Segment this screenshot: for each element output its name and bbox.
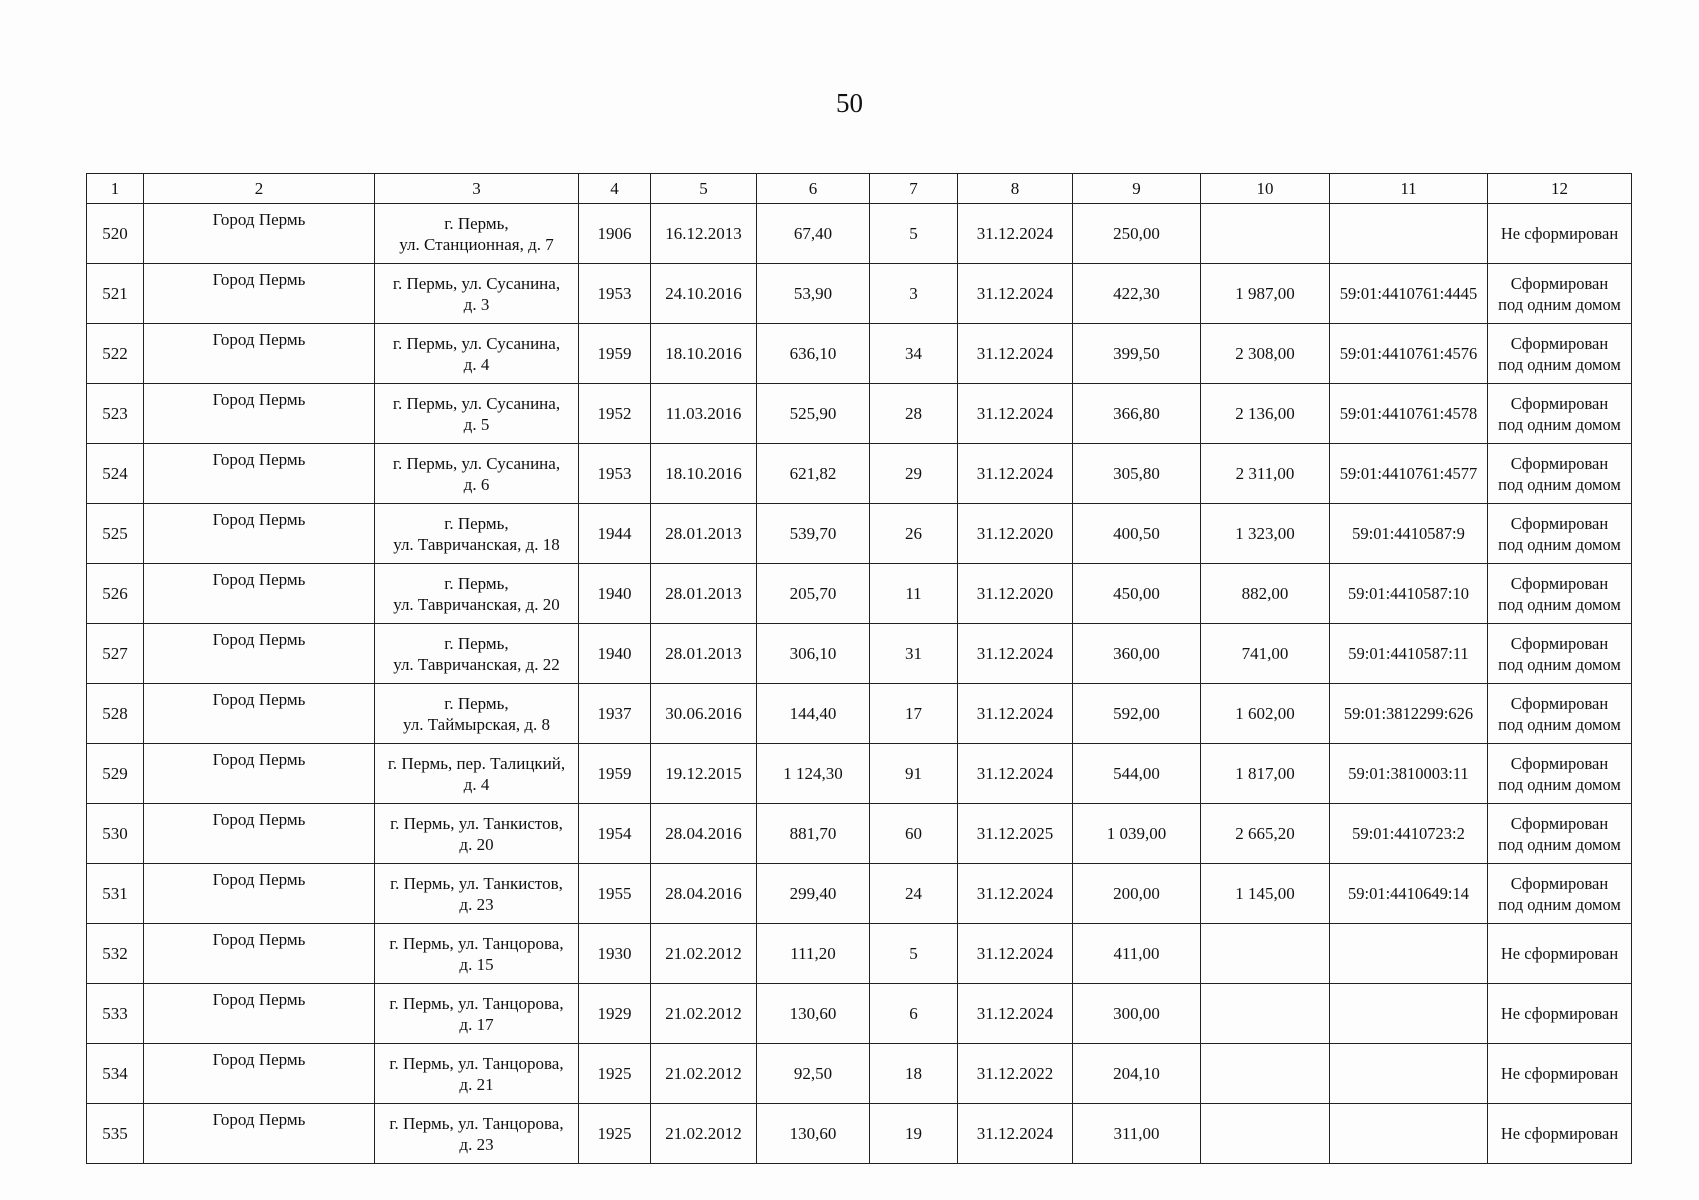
date-cell: 28.04.2016 <box>651 804 757 864</box>
residents-cell: 5 <box>870 204 958 264</box>
cadastral-number-cell: 59:01:4410761:4576 <box>1330 324 1488 384</box>
address-cell <box>375 1104 579 1164</box>
deadline-cell: 31.12.2024 <box>958 684 1073 744</box>
land-area-cell: 1 987,00 <box>1201 264 1330 324</box>
row-number-cell: 520 <box>87 204 144 264</box>
area-cell: 636,10 <box>757 324 870 384</box>
deadline-cell: 31.12.2024 <box>958 384 1073 444</box>
address-line: г. Пермь, пер. Талицкий, <box>387 753 566 773</box>
residents-cell: 19 <box>870 1104 958 1164</box>
row-number-cell: 528 <box>87 684 144 744</box>
area-cell: 299,40 <box>757 864 870 924</box>
cadastral-number-cell <box>1330 1044 1488 1104</box>
address-cell <box>375 564 579 624</box>
area-cell: 621,82 <box>757 444 870 504</box>
area-9-cell: 1 039,00 <box>1073 804 1201 864</box>
residents-cell: 26 <box>870 504 958 564</box>
land-status-cell <box>1488 564 1632 624</box>
land-status-line: Не сформирован <box>1500 1004 1619 1023</box>
land-status-line: Сформирован <box>1510 693 1609 713</box>
deadline-cell: 31.12.2024 <box>958 264 1073 324</box>
table-row <box>87 804 1632 864</box>
area-9-cell: 305,80 <box>1073 444 1201 504</box>
table-row <box>87 1044 1632 1104</box>
table-row <box>87 684 1632 744</box>
year-built-cell: 1959 <box>579 744 651 804</box>
cadastral-number-cell <box>1330 924 1488 984</box>
area-9-cell: 422,30 <box>1073 264 1201 324</box>
address-line: д. 21 <box>459 1074 494 1094</box>
residents-cell: 34 <box>870 324 958 384</box>
residents-cell: 29 <box>870 444 958 504</box>
land-area-cell: 1 145,00 <box>1201 864 1330 924</box>
land-area-cell: 2 665,20 <box>1201 804 1330 864</box>
land-status-line: под одним домом <box>1498 474 1621 494</box>
land-area-cell: 2 308,00 <box>1201 324 1330 384</box>
cadastral-number-cell: 59:01:4410649:14 <box>1330 864 1488 924</box>
date-cell: 16.12.2013 <box>651 204 757 264</box>
land-status-line: под одним домом <box>1498 834 1621 854</box>
year-built-cell: 1925 <box>579 1104 651 1164</box>
area-cell: 1 124,30 <box>757 744 870 804</box>
municipality-cell: Город Пермь <box>144 864 375 924</box>
address-line: г. Пермь, ул. Танцорова, <box>389 1053 564 1073</box>
area-cell: 539,70 <box>757 504 870 564</box>
row-number-cell: 526 <box>87 564 144 624</box>
land-status-line: Сформирован <box>1510 873 1609 893</box>
row-number-cell: 523 <box>87 384 144 444</box>
area-cell: 130,60 <box>757 984 870 1044</box>
land-status-line: Сформирован <box>1510 573 1609 593</box>
land-status-line: Сформирован <box>1510 333 1609 353</box>
residents-cell: 18 <box>870 1044 958 1104</box>
row-number-cell: 534 <box>87 1044 144 1104</box>
address-line: г. Пермь, ул. Сусанина, <box>392 333 561 353</box>
area-9-cell: 366,80 <box>1073 384 1201 444</box>
land-area-cell <box>1201 1104 1330 1164</box>
land-status-line: под одним домом <box>1498 594 1621 614</box>
date-cell: 28.01.2013 <box>651 504 757 564</box>
date-cell: 18.10.2016 <box>651 444 757 504</box>
land-status-cell <box>1488 864 1632 924</box>
address-line: д. 23 <box>459 1134 494 1154</box>
date-cell: 28.04.2016 <box>651 864 757 924</box>
land-area-cell <box>1201 204 1330 264</box>
land-status-line: Сформирован <box>1510 513 1609 533</box>
row-number-cell: 522 <box>87 324 144 384</box>
area-9-cell: 450,00 <box>1073 564 1201 624</box>
area-cell: 525,90 <box>757 384 870 444</box>
header-row <box>87 174 1632 204</box>
cadastral-number-cell: 59:01:4410761:4578 <box>1330 384 1488 444</box>
address-line: д. 20 <box>459 834 494 854</box>
land-area-cell <box>1201 984 1330 1044</box>
land-area-cell: 1 602,00 <box>1201 684 1330 744</box>
area-9-cell: 300,00 <box>1073 984 1201 1044</box>
residents-cell: 5 <box>870 924 958 984</box>
area-9-cell: 311,00 <box>1073 1104 1201 1164</box>
area-cell: 881,70 <box>757 804 870 864</box>
area-cell: 130,60 <box>757 1104 870 1164</box>
area-9-cell: 592,00 <box>1073 684 1201 744</box>
year-built-cell: 1929 <box>579 984 651 1044</box>
deadline-cell: 31.12.2024 <box>958 984 1073 1044</box>
address-line: ул. Тавричанская, д. 20 <box>393 594 560 614</box>
column-header-7: 7 <box>870 174 958 204</box>
year-built-cell: 1930 <box>579 924 651 984</box>
deadline-cell: 31.12.2024 <box>958 624 1073 684</box>
table-row <box>87 264 1632 324</box>
address-cell <box>375 504 579 564</box>
address-line: ул. Тавричанская, д. 22 <box>393 654 560 674</box>
address-line: г. Пермь, <box>444 573 509 593</box>
address-line: д. 23 <box>459 894 494 914</box>
row-number-cell: 533 <box>87 984 144 1044</box>
deadline-cell: 31.12.2024 <box>958 444 1073 504</box>
municipality-cell: Город Пермь <box>144 444 375 504</box>
deadline-cell: 31.12.2024 <box>958 744 1073 804</box>
address-line: ул. Тавричанская, д. 18 <box>393 534 560 554</box>
table-row <box>87 624 1632 684</box>
address-cell <box>375 924 579 984</box>
area-9-cell: 200,00 <box>1073 864 1201 924</box>
land-status-cell <box>1488 504 1632 564</box>
table-row <box>87 384 1632 444</box>
table-row <box>87 924 1632 984</box>
year-built-cell: 1906 <box>579 204 651 264</box>
address-cell <box>375 864 579 924</box>
cadastral-number-cell: 59:01:4410723:2 <box>1330 804 1488 864</box>
year-built-cell: 1953 <box>579 444 651 504</box>
year-built-cell: 1952 <box>579 384 651 444</box>
land-status-line: под одним домом <box>1498 354 1621 374</box>
row-number-cell: 530 <box>87 804 144 864</box>
row-number-cell: 529 <box>87 744 144 804</box>
residents-cell: 60 <box>870 804 958 864</box>
land-area-cell <box>1201 1044 1330 1104</box>
cadastral-number-cell <box>1330 204 1488 264</box>
address-line: г. Пермь, ул. Танцорова, <box>389 993 564 1013</box>
date-cell: 28.01.2013 <box>651 564 757 624</box>
land-status-line: Сформирован <box>1510 393 1609 413</box>
land-status-cell <box>1488 324 1632 384</box>
land-status-line: под одним домом <box>1498 774 1621 794</box>
land-status-line: Сформирован <box>1510 633 1609 653</box>
date-cell: 11.03.2016 <box>651 384 757 444</box>
land-status-cell <box>1488 744 1632 804</box>
land-status-cell <box>1488 804 1632 864</box>
land-status-cell <box>1488 1104 1632 1164</box>
cadastral-number-cell: 59:01:4410761:4577 <box>1330 444 1488 504</box>
row-number-cell: 532 <box>87 924 144 984</box>
page-number: 50 <box>836 88 863 118</box>
land-area-cell: 1 817,00 <box>1201 744 1330 804</box>
address-cell <box>375 384 579 444</box>
land-status-line: под одним домом <box>1498 534 1621 554</box>
municipality-cell: Город Пермь <box>144 384 375 444</box>
land-status-cell <box>1488 264 1632 324</box>
address-line: д. 17 <box>459 1014 494 1034</box>
address-cell <box>375 324 579 384</box>
area-9-cell: 250,00 <box>1073 204 1201 264</box>
municipality-cell: Город Пермь <box>144 924 375 984</box>
municipality-cell: Город Пермь <box>144 624 375 684</box>
year-built-cell: 1959 <box>579 324 651 384</box>
residents-cell: 3 <box>870 264 958 324</box>
row-number-cell: 521 <box>87 264 144 324</box>
column-header-2: 2 <box>144 174 375 204</box>
land-status-line: Сформирован <box>1510 273 1609 293</box>
area-9-cell: 360,00 <box>1073 624 1201 684</box>
address-line: г. Пермь, <box>444 213 509 233</box>
municipality-cell: Город Пермь <box>144 204 375 264</box>
column-header-8: 8 <box>958 174 1073 204</box>
column-header-6: 6 <box>757 174 870 204</box>
address-line: ул. Станционная, д. 7 <box>399 234 554 254</box>
land-status-cell <box>1488 924 1632 984</box>
address-line: д. 15 <box>459 954 494 974</box>
table-row <box>87 984 1632 1044</box>
column-header-4: 4 <box>579 174 651 204</box>
land-status-line: Не сформирован <box>1500 1124 1619 1143</box>
address-line: г. Пермь, <box>444 513 509 533</box>
year-built-cell: 1937 <box>579 684 651 744</box>
area-9-cell: 544,00 <box>1073 744 1201 804</box>
municipality-cell: Город Пермь <box>144 684 375 744</box>
land-status-line: под одним домом <box>1498 714 1621 734</box>
land-status-cell <box>1488 684 1632 744</box>
date-cell: 30.06.2016 <box>651 684 757 744</box>
land-status-cell <box>1488 1044 1632 1104</box>
land-area-cell: 882,00 <box>1201 564 1330 624</box>
municipality-cell: Город Пермь <box>144 804 375 864</box>
land-status-cell <box>1488 444 1632 504</box>
land-area-cell: 2 311,00 <box>1201 444 1330 504</box>
address-line: ул. Таймырская, д. 8 <box>402 714 551 734</box>
date-cell: 21.02.2012 <box>651 924 757 984</box>
area-9-cell: 411,00 <box>1073 924 1201 984</box>
area-cell: 205,70 <box>757 564 870 624</box>
address-line: г. Пермь, ул. Танцорова, <box>389 1113 564 1133</box>
residents-cell: 11 <box>870 564 958 624</box>
column-header-11: 11 <box>1330 174 1488 204</box>
deadline-cell: 31.12.2020 <box>958 564 1073 624</box>
address-line: г. Пермь, <box>444 633 509 653</box>
area-cell: 53,90 <box>757 264 870 324</box>
residents-cell: 31 <box>870 624 958 684</box>
address-line: г. Пермь, ул. Сусанина, <box>392 453 561 473</box>
address-cell <box>375 744 579 804</box>
land-status-cell <box>1488 204 1632 264</box>
address-cell <box>375 624 579 684</box>
municipality-cell: Город Пермь <box>144 504 375 564</box>
land-area-cell: 2 136,00 <box>1201 384 1330 444</box>
address-cell <box>375 204 579 264</box>
date-cell: 21.02.2012 <box>651 1044 757 1104</box>
year-built-cell: 1955 <box>579 864 651 924</box>
land-status-line: Сформирован <box>1510 753 1609 773</box>
cadastral-number-cell: 59:01:4410587:9 <box>1330 504 1488 564</box>
address-line: д. 4 <box>463 354 490 374</box>
address-line: д. 6 <box>463 474 490 494</box>
municipality-cell: Город Пермь <box>144 264 375 324</box>
address-cell <box>375 444 579 504</box>
land-status-line: Не сформирован <box>1500 1064 1619 1083</box>
year-built-cell: 1925 <box>579 1044 651 1104</box>
column-header-9: 9 <box>1073 174 1201 204</box>
row-number-cell: 535 <box>87 1104 144 1164</box>
cadastral-number-cell: 59:01:4410587:10 <box>1330 564 1488 624</box>
land-status-cell <box>1488 624 1632 684</box>
land-status-line: Сформирован <box>1510 813 1609 833</box>
deadline-cell: 31.12.2020 <box>958 504 1073 564</box>
table-row <box>87 1104 1632 1164</box>
land-area-cell: 741,00 <box>1201 624 1330 684</box>
municipality-cell: Город Пермь <box>144 744 375 804</box>
table-body <box>87 174 1632 1164</box>
area-cell: 92,50 <box>757 1044 870 1104</box>
residents-cell: 91 <box>870 744 958 804</box>
land-status-line: Не сформирован <box>1500 224 1619 243</box>
land-status-line: под одним домом <box>1498 294 1621 314</box>
column-header-1: 1 <box>87 174 144 204</box>
land-status-line: под одним домом <box>1498 894 1621 914</box>
deadline-cell: 31.12.2024 <box>958 924 1073 984</box>
area-9-cell: 399,50 <box>1073 324 1201 384</box>
deadline-cell: 31.12.2024 <box>958 1104 1073 1164</box>
address-cell <box>375 984 579 1044</box>
address-cell <box>375 804 579 864</box>
column-header-10: 10 <box>1201 174 1330 204</box>
column-header-3: 3 <box>375 174 579 204</box>
residents-cell: 28 <box>870 384 958 444</box>
land-area-cell <box>1201 924 1330 984</box>
address-line: г. Пермь, ул. Танкистов, <box>390 873 563 893</box>
land-status-line: под одним домом <box>1498 654 1621 674</box>
year-built-cell: 1940 <box>579 624 651 684</box>
address-cell <box>375 264 579 324</box>
date-cell: 18.10.2016 <box>651 324 757 384</box>
land-status-line: под одним домом <box>1498 414 1621 434</box>
area-cell: 306,10 <box>757 624 870 684</box>
row-number-cell: 527 <box>87 624 144 684</box>
row-number-cell: 531 <box>87 864 144 924</box>
table-row <box>87 504 1632 564</box>
row-number-cell: 524 <box>87 444 144 504</box>
address-line: г. Пермь, <box>444 693 509 713</box>
housing-registry-table <box>86 173 1632 1164</box>
cadastral-number-cell <box>1330 1104 1488 1164</box>
deadline-cell: 31.12.2025 <box>958 804 1073 864</box>
cadastral-number-cell: 59:01:4410587:11 <box>1330 624 1488 684</box>
address-line: д. 4 <box>463 774 490 794</box>
column-header-5: 5 <box>651 174 757 204</box>
date-cell: 21.02.2012 <box>651 984 757 1044</box>
municipality-cell: Город Пермь <box>144 324 375 384</box>
area-9-cell: 204,10 <box>1073 1044 1201 1104</box>
area-cell: 144,40 <box>757 684 870 744</box>
address-line: д. 3 <box>463 294 490 314</box>
deadline-cell: 31.12.2024 <box>958 864 1073 924</box>
address-line: г. Пермь, ул. Танцорова, <box>389 933 564 953</box>
land-status-line: Сформирован <box>1510 453 1609 473</box>
municipality-cell: Город Пермь <box>144 564 375 624</box>
address-line: г. Пермь, ул. Сусанина, <box>392 393 561 413</box>
municipality-cell: Город Пермь <box>144 984 375 1044</box>
year-built-cell: 1944 <box>579 504 651 564</box>
municipality-cell: Город Пермь <box>144 1104 375 1164</box>
column-header-12: 12 <box>1488 174 1632 204</box>
area-cell: 67,40 <box>757 204 870 264</box>
address-line: д. 5 <box>463 414 490 434</box>
year-built-cell: 1954 <box>579 804 651 864</box>
year-built-cell: 1940 <box>579 564 651 624</box>
row-number-cell: 525 <box>87 504 144 564</box>
deadline-cell: 31.12.2022 <box>958 1044 1073 1104</box>
municipality-cell: Город Пермь <box>144 1044 375 1104</box>
table-row <box>87 564 1632 624</box>
address-line: г. Пермь, ул. Танкистов, <box>390 813 563 833</box>
land-status-line: Не сформирован <box>1500 944 1619 963</box>
date-cell: 28.01.2013 <box>651 624 757 684</box>
date-cell: 21.02.2012 <box>651 1104 757 1164</box>
land-status-cell <box>1488 984 1632 1044</box>
cadastral-number-cell: 59:01:3810003:11 <box>1330 744 1488 804</box>
land-status-cell <box>1488 384 1632 444</box>
residents-cell: 24 <box>870 864 958 924</box>
land-area-cell: 1 323,00 <box>1201 504 1330 564</box>
table-row <box>87 444 1632 504</box>
address-line: г. Пермь, ул. Сусанина, <box>392 273 561 293</box>
residents-cell: 6 <box>870 984 958 1044</box>
table-row <box>87 864 1632 924</box>
area-cell: 111,20 <box>757 924 870 984</box>
cadastral-number-cell: 59:01:4410761:4445 <box>1330 264 1488 324</box>
area-9-cell: 400,50 <box>1073 504 1201 564</box>
address-cell <box>375 1044 579 1104</box>
table-row <box>87 204 1632 264</box>
year-built-cell: 1953 <box>579 264 651 324</box>
deadline-cell: 31.12.2024 <box>958 324 1073 384</box>
cadastral-number-cell: 59:01:3812299:626 <box>1330 684 1488 744</box>
table-row <box>87 744 1632 804</box>
table-row <box>87 324 1632 384</box>
residents-cell: 17 <box>870 684 958 744</box>
address-cell <box>375 684 579 744</box>
cadastral-number-cell <box>1330 984 1488 1044</box>
deadline-cell: 31.12.2024 <box>958 204 1073 264</box>
date-cell: 24.10.2016 <box>651 264 757 324</box>
date-cell: 19.12.2015 <box>651 744 757 804</box>
